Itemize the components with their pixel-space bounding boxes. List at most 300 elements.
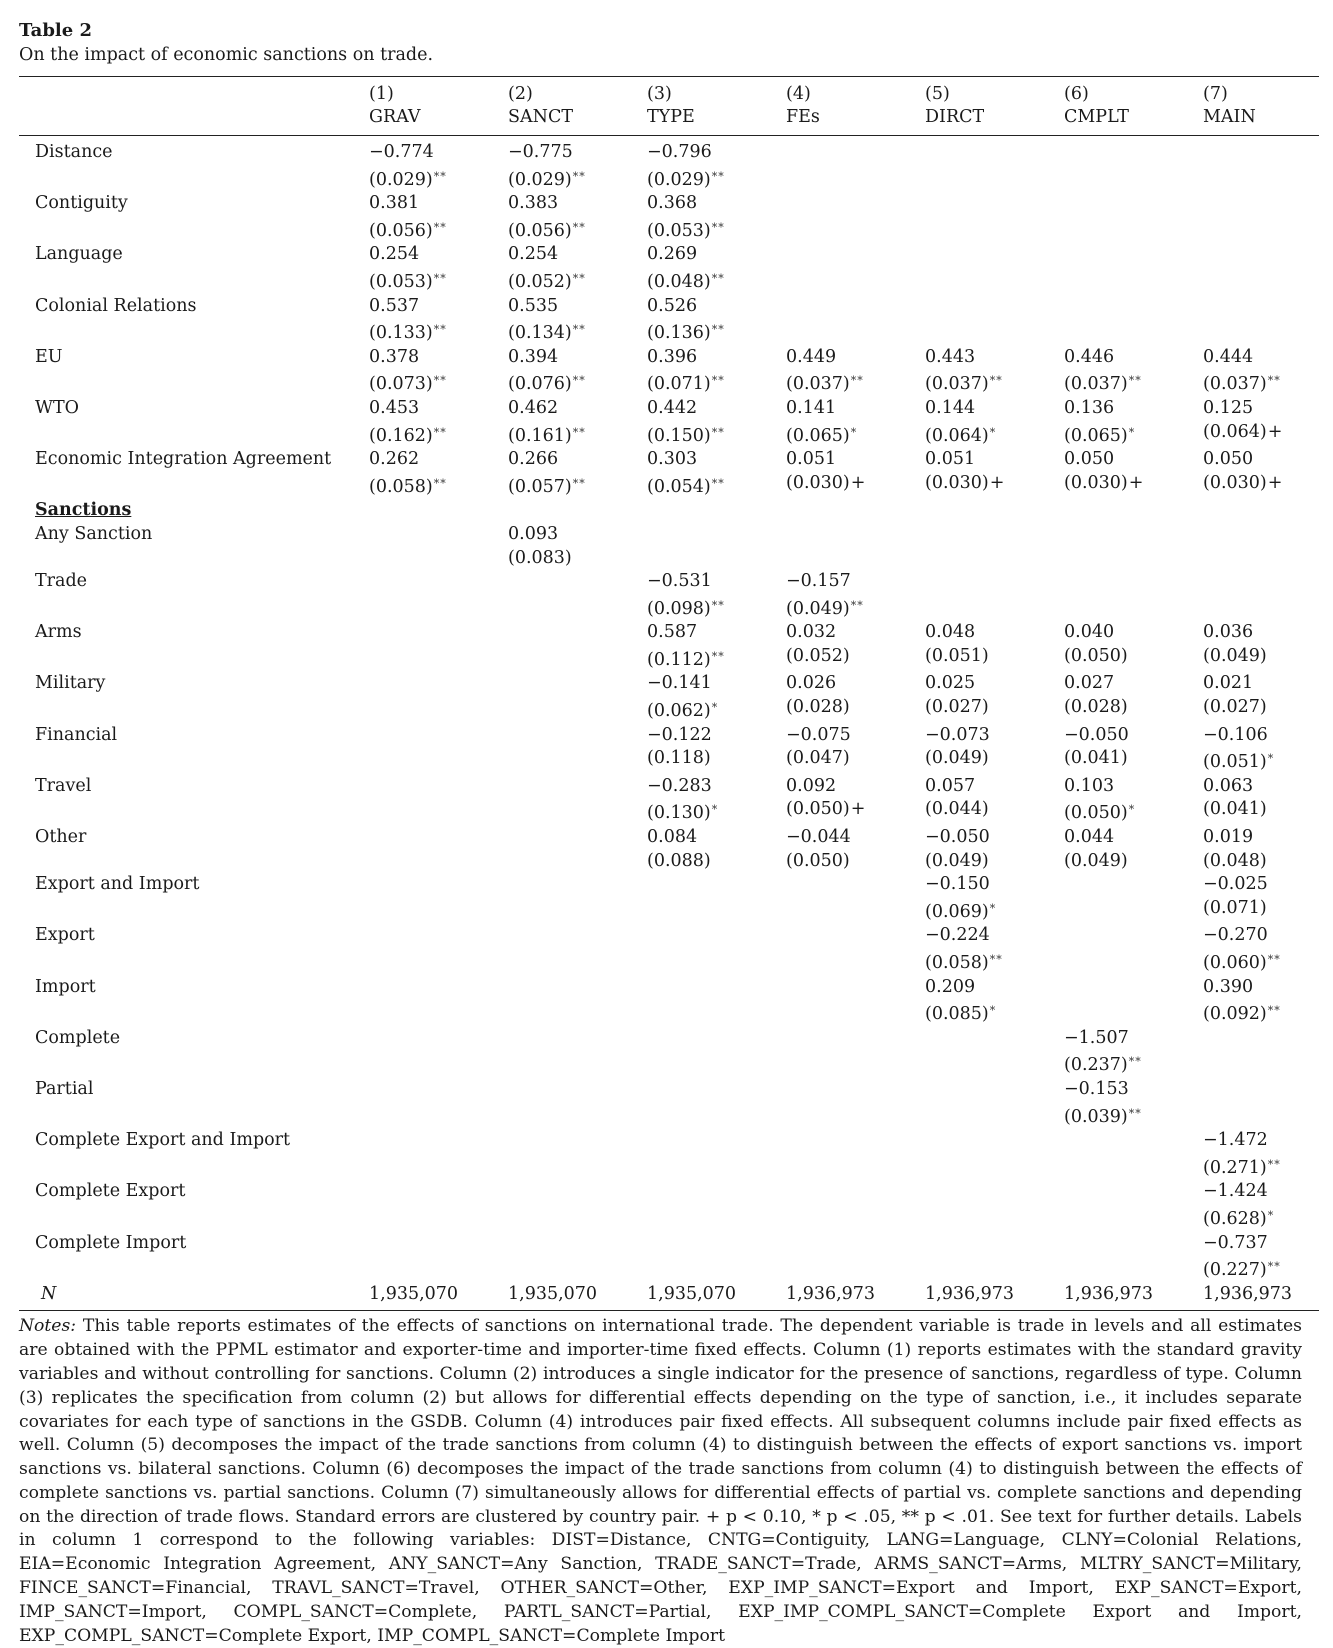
coefficient: −1.424: [1203, 1181, 1268, 1202]
table-cell: [369, 192, 508, 243]
row-label: Import: [35, 976, 96, 997]
column-abbr: SANCT: [508, 107, 574, 127]
row-label: Partial: [35, 1078, 94, 1099]
std-error: [647, 645, 786, 673]
coefficient: −0.796: [647, 142, 712, 162]
column-header: [508, 77, 647, 135]
std-error-value: (0.073): [369, 374, 433, 395]
table-cell: [786, 397, 925, 448]
table-row: [19, 621, 1333, 672]
coefficient: 0.254: [369, 244, 420, 265]
header-stub: [19, 77, 369, 135]
std-error-value: (0.050): [1064, 645, 1128, 666]
std-error: [647, 472, 786, 500]
std-error: [1203, 999, 1333, 1027]
row-label: Distance: [35, 142, 113, 162]
table-cell: [647, 775, 786, 826]
std-error: [925, 369, 1064, 397]
std-error: [925, 645, 1064, 669]
table-cell: [1203, 295, 1333, 346]
std-error: [647, 850, 786, 874]
std-error: [508, 472, 647, 500]
table-cell: [369, 448, 508, 499]
std-error: [1203, 696, 1333, 720]
significance-marker: **: [572, 220, 586, 234]
std-error-value: (0.065): [1064, 425, 1128, 446]
table-cell: [1064, 448, 1203, 499]
table-cell: [1064, 1027, 1203, 1078]
coefficient: 0.040: [1064, 622, 1115, 643]
row-label: Complete Export: [35, 1181, 186, 1202]
table-cell: [1064, 1180, 1203, 1231]
table-cell: [508, 724, 647, 775]
column-header: [1064, 77, 1203, 135]
std-error-value: (0.050): [786, 799, 850, 820]
table-cell: [369, 873, 508, 924]
coefficient: −0.224: [925, 925, 990, 946]
std-error: [647, 421, 786, 449]
table-cell: [786, 1180, 925, 1231]
table-cell: [647, 826, 786, 873]
row-label: Export and Import: [35, 874, 200, 895]
significance-marker: **: [711, 649, 725, 663]
table-cell: [925, 826, 1064, 873]
coefficient: 0.141: [786, 397, 837, 418]
coefficient: 0.025: [925, 673, 976, 694]
table-cell: [647, 621, 786, 672]
observations-value: 1,936,973: [786, 1283, 876, 1304]
table-cell: [369, 775, 508, 826]
row-label: Any Sanction: [35, 523, 153, 544]
std-error-value: (0.048): [647, 271, 711, 292]
table-cell: [786, 724, 925, 775]
table-cell: [786, 924, 925, 975]
table-cell: [369, 570, 508, 621]
table-cell: [508, 570, 647, 621]
significance-marker: **: [711, 476, 725, 490]
table-cell: [369, 826, 508, 873]
coefficient: 0.144: [925, 397, 976, 418]
std-error: [1203, 645, 1333, 669]
empty-cell: [369, 499, 508, 523]
significance-marker: *: [1128, 425, 1136, 439]
table-cell: [647, 1232, 786, 1283]
coefficient: −0.106: [1203, 724, 1268, 745]
significance-marker: +: [1128, 472, 1144, 493]
coefficient: 0.103: [1064, 775, 1115, 796]
coefficient: 0.537: [369, 295, 420, 316]
table-cell: [786, 243, 925, 294]
row-label: Contiguity: [35, 193, 128, 214]
row-label: WTO: [35, 397, 80, 418]
std-error-value: (0.030): [925, 472, 989, 493]
std-error: [786, 421, 925, 449]
coefficient: 0.262: [369, 449, 420, 470]
table-cell: [1203, 1027, 1333, 1078]
coefficient: 0.394: [508, 346, 559, 367]
coefficient: 0.021: [1203, 673, 1254, 694]
std-error: [925, 696, 1064, 720]
coefficient: 0.051: [925, 449, 976, 470]
coefficient: 0.048: [925, 622, 976, 643]
table-cell: [1064, 976, 1203, 1027]
results-body: [19, 136, 1333, 1310]
table-cell: [925, 397, 1064, 448]
significance-marker: +: [1267, 421, 1283, 442]
column-abbr: CMPLT: [1064, 107, 1129, 127]
table-cell: [786, 346, 925, 397]
table-cell: [647, 448, 786, 499]
std-error-value: (0.039): [1064, 1106, 1128, 1127]
table-cell: [508, 346, 647, 397]
table-cell: [1203, 397, 1333, 448]
significance-marker: **: [1267, 1260, 1281, 1274]
std-error-value: (0.037): [1203, 374, 1267, 395]
significance-marker: **: [711, 271, 725, 285]
std-error-value: (0.027): [1203, 697, 1267, 718]
table-cell: [508, 1232, 647, 1283]
std-error-value: (0.064): [1203, 421, 1267, 442]
coefficient: −0.737: [1203, 1232, 1268, 1253]
table-cell: [1203, 192, 1333, 243]
significance-marker: **: [572, 323, 586, 337]
coefficient: 0.535: [508, 295, 559, 316]
header-row: [19, 77, 1333, 135]
coefficient: −0.157: [786, 571, 851, 592]
table-cell: [786, 570, 925, 621]
std-error-value: (0.056): [508, 220, 572, 241]
table-row: [19, 873, 1333, 924]
table-cell: [508, 924, 647, 975]
std-error-value: (0.118): [647, 748, 711, 769]
table-cell: [925, 1232, 1064, 1283]
std-error: [508, 421, 647, 449]
coefficient: 0.462: [508, 397, 559, 418]
table-cell: [1203, 1232, 1333, 1283]
std-error-value: (0.037): [1064, 374, 1128, 395]
significance-marker: *: [711, 803, 719, 817]
empty-cell: [508, 499, 647, 523]
table-cell: [647, 192, 786, 243]
table-cell: [1203, 976, 1333, 1027]
table-cell: [925, 976, 1064, 1027]
column-header: [647, 77, 786, 135]
table-cell: [508, 295, 647, 346]
std-error-value: (0.028): [786, 697, 850, 718]
std-error-value: (0.162): [369, 425, 433, 446]
table-notes: [19, 1315, 1302, 1648]
coefficient: 0.266: [508, 449, 559, 470]
std-error: [786, 747, 925, 771]
table-cell: [1203, 1078, 1333, 1129]
notes-lead: Notes:: [19, 1316, 77, 1337]
std-error-value: (0.053): [369, 271, 433, 292]
std-error-value: (0.028): [1064, 697, 1128, 718]
std-error-value: (0.069): [925, 901, 989, 922]
table-cell: [1064, 397, 1203, 448]
table-cell: [1203, 570, 1333, 621]
std-error: [1064, 1050, 1203, 1078]
table-cell: [1064, 570, 1203, 621]
column-abbr: MAIN: [1203, 107, 1256, 127]
std-error-value: (0.136): [647, 323, 711, 344]
coefficient: −0.270: [1203, 925, 1268, 946]
significance-marker: **: [433, 169, 447, 183]
std-error-value: (0.050): [1064, 803, 1128, 824]
observations-row: [19, 1283, 1333, 1311]
std-error: [508, 216, 647, 244]
std-error: [786, 369, 925, 397]
coefficient: −0.150: [925, 874, 990, 895]
std-error: [1064, 747, 1203, 771]
column-abbr: TYPE: [647, 107, 695, 127]
significance-marker: **: [433, 323, 447, 337]
header-table: [19, 77, 1333, 135]
table-row: [19, 192, 1333, 243]
std-error-value: (0.037): [786, 374, 850, 395]
coefficient: 0.390: [1203, 976, 1254, 997]
std-error: [647, 267, 786, 295]
coefficient: 0.254: [508, 244, 559, 265]
table-cell: [786, 1129, 925, 1180]
std-error: [508, 165, 647, 193]
std-error: [1203, 747, 1333, 775]
observations-value: 1,936,973: [1203, 1283, 1293, 1304]
std-error: [786, 594, 925, 622]
empty-cell: [925, 499, 1064, 523]
table-cell: [786, 1027, 925, 1078]
significance-marker: **: [1267, 374, 1281, 388]
std-error: [647, 216, 786, 244]
table-row: [19, 397, 1333, 448]
table-cell: [369, 523, 508, 570]
table-cell: [508, 397, 647, 448]
table-cell: [925, 724, 1064, 775]
table-row: [19, 1027, 1333, 1078]
std-error: [369, 421, 508, 449]
coefficient: −0.531: [647, 571, 712, 592]
significance-marker: **: [711, 323, 725, 337]
table-cell: [1203, 1180, 1333, 1231]
table-row: [19, 136, 1333, 192]
std-error-value: (0.048): [1203, 850, 1267, 871]
table-row: [19, 346, 1333, 397]
table-cell: [925, 192, 1064, 243]
table-cell: [1203, 136, 1333, 192]
coefficient: −0.073: [925, 724, 990, 745]
std-error: [925, 421, 1064, 449]
table-cell: [647, 1027, 786, 1078]
table-cell: [369, 1078, 508, 1129]
table-cell: [647, 243, 786, 294]
std-error-value: (0.083): [508, 547, 572, 568]
table-cell: [508, 243, 647, 294]
table-cell: [369, 243, 508, 294]
std-error-value: (0.056): [369, 220, 433, 241]
coefficient: 0.383: [508, 193, 559, 214]
std-error-value: (0.088): [647, 850, 711, 871]
significance-marker: **: [433, 476, 447, 490]
row-label: Arms: [35, 622, 82, 643]
table-cell: [1064, 346, 1203, 397]
table-label: Table 2: [19, 20, 93, 41]
table-cell: [369, 1027, 508, 1078]
std-error-value: (0.054): [647, 476, 711, 497]
table-cell: [369, 346, 508, 397]
table-cell: [1203, 826, 1333, 873]
coefficient: 0.063: [1203, 775, 1254, 796]
significance-marker: **: [989, 374, 1003, 388]
std-error-value: (0.161): [508, 425, 572, 446]
table-cell: [786, 873, 925, 924]
std-error-value: (0.134): [508, 323, 572, 344]
std-error: [1203, 421, 1333, 445]
table-cell: [1064, 924, 1203, 975]
significance-marker: **: [433, 271, 447, 285]
table-cell: [647, 924, 786, 975]
std-error: [1203, 1153, 1333, 1181]
observations-value: 1,935,070: [508, 1283, 598, 1304]
std-error: [369, 165, 508, 193]
row-label: Export: [35, 925, 95, 946]
coefficient: 0.050: [1203, 449, 1254, 470]
table-cell: [647, 672, 786, 723]
table-cell: [1203, 775, 1333, 826]
observations-value: 1,936,973: [925, 1283, 1015, 1304]
coefficient: 0.442: [647, 397, 698, 418]
table-cell: [508, 775, 647, 826]
std-error-value: (0.051): [1203, 752, 1267, 773]
table-cell: [508, 1129, 647, 1180]
significance-marker: *: [989, 1004, 997, 1018]
row-label: Other: [35, 827, 87, 848]
table-cell: [508, 826, 647, 873]
table-row: [19, 523, 1333, 570]
table-cell: [1203, 924, 1333, 975]
empty-cell: [1203, 499, 1333, 523]
empty-cell: [786, 499, 925, 523]
coefficient: 0.396: [647, 346, 698, 367]
table-cell: [1203, 346, 1333, 397]
table-cell: [508, 976, 647, 1027]
column-number: (7): [1203, 84, 1228, 104]
std-error-value: (0.052): [508, 271, 572, 292]
table-cell: [1203, 243, 1333, 294]
table-cell: [786, 192, 925, 243]
observations-value: 1,935,070: [369, 1283, 459, 1304]
coefficient: 0.125: [1203, 397, 1254, 418]
std-error: [1064, 1102, 1203, 1130]
significance-marker: **: [572, 169, 586, 183]
coefficient: −0.141: [647, 673, 712, 694]
table-row: [19, 243, 1333, 294]
coefficient: −1.507: [1064, 1027, 1129, 1048]
std-error: [1064, 472, 1203, 496]
coefficient: 0.092: [786, 775, 837, 796]
significance-marker: *: [989, 901, 997, 915]
std-error: [647, 318, 786, 346]
table-cell: [647, 570, 786, 621]
table-cell: [369, 397, 508, 448]
row-label: Travel: [35, 775, 92, 796]
table-row: [19, 1129, 1333, 1180]
std-error-value: (0.271): [1203, 1157, 1267, 1178]
table-caption: On the impact of economic sanctions on trade.: [19, 45, 434, 65]
row-label: Complete Export and Import: [35, 1130, 291, 1151]
row-label: Complete: [35, 1027, 121, 1048]
std-error: [925, 948, 1064, 976]
column-number: (4): [786, 84, 811, 104]
table-cell: [1064, 1232, 1203, 1283]
table-cell: [508, 448, 647, 499]
significance-marker: **: [850, 374, 864, 388]
column-header: [925, 77, 1064, 135]
table-cell: [925, 346, 1064, 397]
table-cell: [508, 136, 647, 192]
significance-marker: **: [433, 425, 447, 439]
table-cell: [647, 523, 786, 570]
std-error: [508, 547, 647, 571]
std-error-value: (0.058): [925, 953, 989, 973]
table-page: [19, 0, 1319, 1648]
significance-marker: +: [989, 472, 1005, 493]
coefficient: 0.446: [1064, 346, 1115, 367]
table-cell: [786, 1078, 925, 1129]
coefficient: −0.153: [1064, 1078, 1129, 1099]
significance-marker: +: [850, 799, 866, 820]
std-error: [1203, 850, 1333, 874]
std-error: [925, 999, 1064, 1027]
significance-marker: +: [850, 472, 866, 493]
std-error: [1203, 897, 1333, 921]
std-error-value: (0.027): [925, 697, 989, 718]
table-row: [19, 672, 1333, 723]
std-error-value: (0.076): [508, 374, 572, 395]
std-error: [508, 318, 647, 346]
table-row: [19, 448, 1333, 499]
table-cell: [1064, 873, 1203, 924]
std-error: [786, 798, 925, 822]
significance-marker: **: [1267, 1157, 1281, 1171]
std-error: [786, 696, 925, 720]
std-error-value: (0.041): [1203, 799, 1267, 820]
bottom-rule: [19, 1310, 1319, 1311]
table-cell: [508, 523, 647, 570]
std-error: [647, 798, 786, 826]
row-label: Financial: [35, 724, 118, 745]
coefficient: 0.019: [1203, 827, 1254, 848]
table-cell: [508, 1078, 647, 1129]
row-label: Military: [35, 673, 106, 694]
std-error: [1064, 645, 1203, 669]
significance-marker: *: [1267, 1208, 1275, 1222]
table-cell: [369, 1232, 508, 1283]
coefficient: 0.587: [647, 622, 698, 643]
significance-marker: *: [1128, 803, 1136, 817]
table-row: [19, 295, 1333, 346]
row-label: EU: [35, 346, 63, 367]
table-cell: [786, 672, 925, 723]
std-error-value: (0.071): [1203, 897, 1267, 918]
significance-marker: **: [1128, 1055, 1142, 1069]
significance-marker: **: [711, 374, 725, 388]
coefficient: 0.093: [508, 523, 559, 544]
table-cell: [1203, 724, 1333, 775]
notes-text: This table reports estimates of the effects of sanctions on international trade. The dependent variable is trade in levels and all estimates are obtained with the PPML estimator and exporter-time and importer-time fixed effects. Column (1) reports estimates with the standard gravity variables and without controlling for sanctions. Column (2) introduces a single indicator for the presence of sanctions, regardless of type. Column (3) replicates the specification from column (2) but allows for differential effects depending on the type of sanction, i.e., it includes separate covariates for each type of sanctions in the GSDB. Column (4) introduces pair fixed effects. All subsequent columns include pair fixed effects as well. Column (5) decomposes the impact of the trade sanctions from column (4) to distinguish between the effects of export sanctions vs. import sanctions vs. bilateral sanctions. Column (6) decomposes the impact of the trade sanctions from column (4) to distinguish between the effects of complete sanctions vs. partial sanctions. Column (7) simultaneously allows for differential effects of partial vs. complete sanctions and depending on the direction of trade flows. Standard errors are clustered by country pair. + p < 0.10, * p < .05, ** p < .01. See text for further details. Labels in column 1 correspond to the following variables: DIST=Distance, CNTG=Contiguity, LANG=Language, CLNY=Colonial Relations, EIA=Economic Integration Agreement, ANY_SANCT=Any Sanction, TRADE_SANCT=Trade, ARMS_SANCT=Arms, MLTRY_SANCT=Military, FINCE_SANCT=Financial, TRAVL_SANCT=Travel, OTHER_SANCT=Other, EXP_IMP_SANCT=Export and Import, EXP_SANCT=Export, IMP_SANCT=Import, COMPL_SANCT=Complete, PARTL_SANCT=Partial, EXP_IMP_COMPL_SANCT=Complete Export and Import, EXP_COMPL_SANCT=Complete Export, IMP_COMPL_SANCT=Complete Import: [19, 1316, 1302, 1646]
std-error: [369, 318, 508, 346]
table-cell: [925, 523, 1064, 570]
table-cell: [786, 136, 925, 192]
